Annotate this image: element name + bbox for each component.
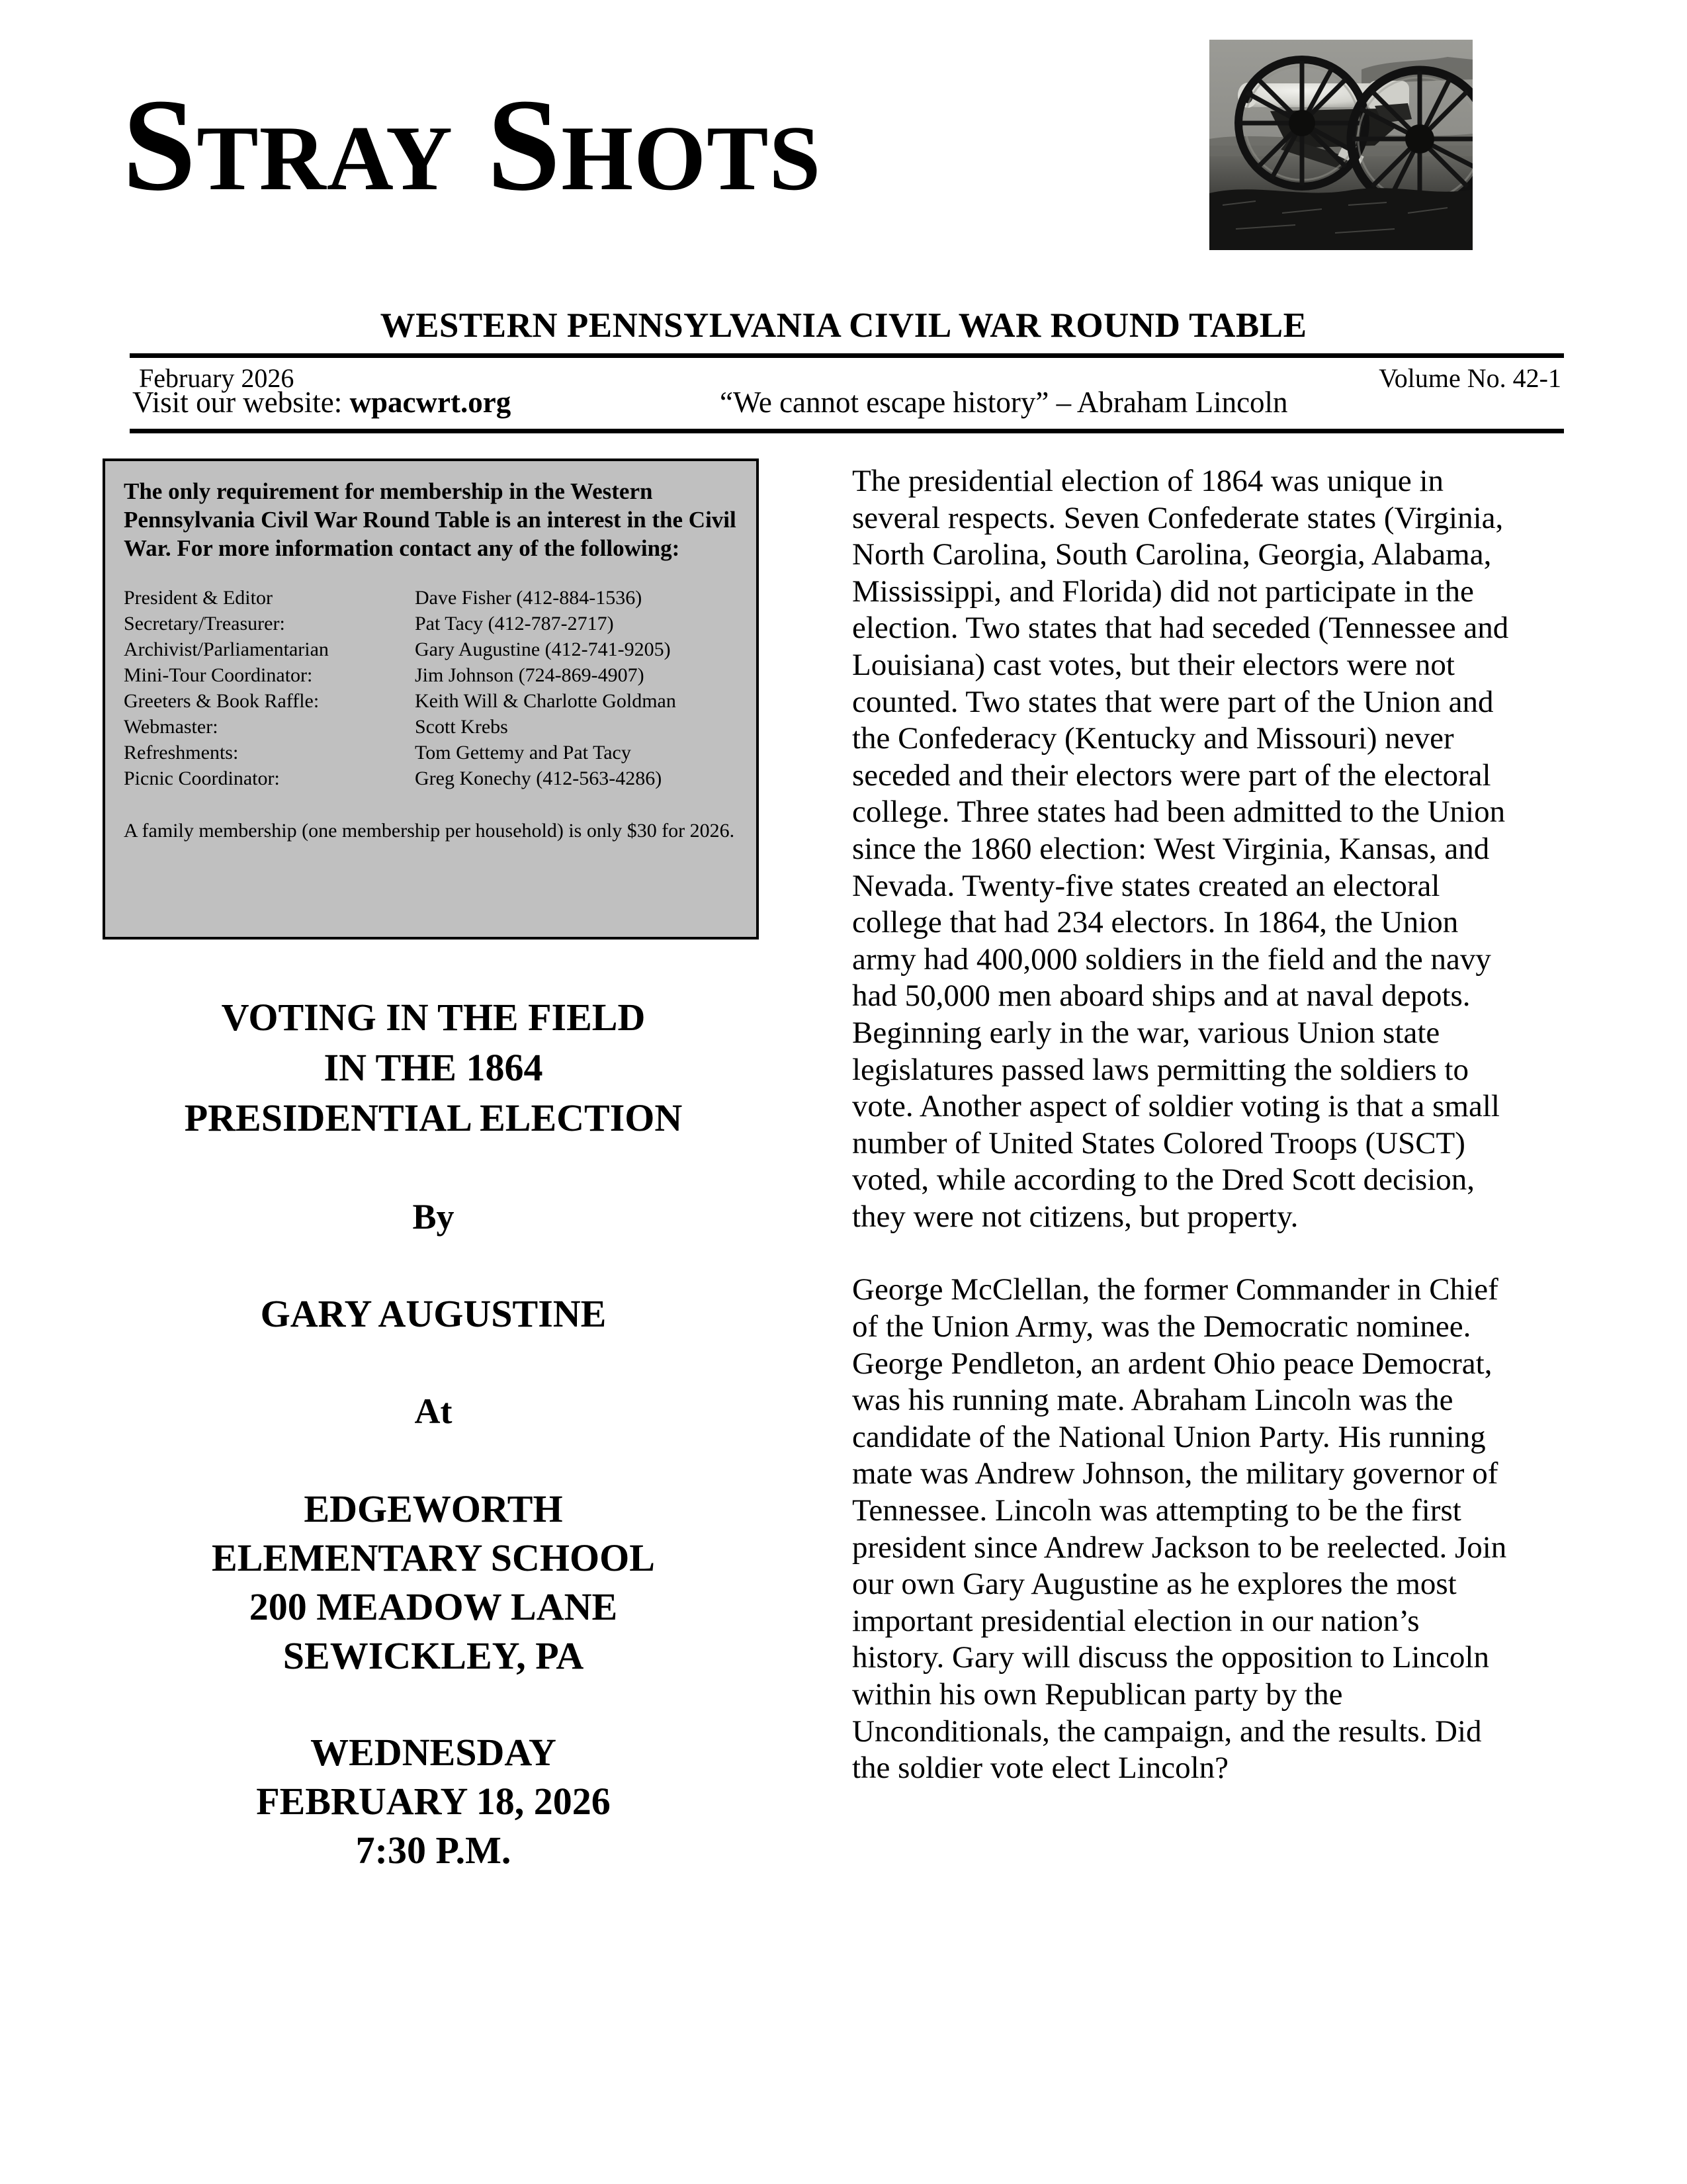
speaker-name: GARY AUGUSTINE [260,1292,607,1335]
article-column [852,463,1514,1823]
tagline-row [130,385,1564,425]
officer-person: Pat Tacy (412-787-2717) [415,613,614,634]
left-column [103,459,764,939]
venue-city-state: SEWICKLEY, PA [282,1634,584,1677]
officer-role: Greeters & Book Raffle: [124,690,320,712]
header-rule-bottom [130,429,1564,433]
website-url[interactable]: wpacwrt.org [349,386,511,419]
officer-person: Gary Augustine (412-741-9205) [415,638,671,660]
issue-date: February 2026 [139,363,294,393]
program-announcement [103,992,764,1875]
officer-row [124,662,738,688]
article-paragraph-1: The presidential election of 1864 was unique in several respects. Seven Confederate states (Virginia, North Carolina, South Carolina, Georgia, Alabama, Mississippi, and Florida) did not participate in the election. Two states that had seceded (Tennessee and Louisiana) cast votes, but their electors were not counted. Two states that were part of the Union and the Confederacy (Kentucky and Missouri) never seceded and their electors were part of the electoral college. Three states had been admitted to the Union since the 1860 election: West Virginia, Kansas, and Nevada. Twenty-five states created an electoral college that had 234 electors. In 1864, the Union army had 400,000 soldiers in the field and the navy had 50,000 men aboard ships and at naval depots. Beginning early in the war, various Union state legislatures passed laws permitting the soldiers to vote. Another aspect of soldier voting is that a small number of United States Colored Troops (USCT) voted, while according to the Dred Scott decision, they were not citizens, but property. [852,464,1509,1234]
program-title-line2: IN THE 1864 [324,1046,543,1089]
program-title-line1: VOTING IN THE FIELD [221,996,646,1039]
officer-person: Keith Will & Charlotte Goldman [415,690,676,712]
membership-info-box [103,459,759,939]
officer-role: Mini-Tour Coordinator: [124,664,313,686]
at-label: At [414,1391,453,1431]
officer-row [124,765,738,791]
officer-row [124,585,738,611]
officer-person: Dave Fisher (412-884-1536) [415,587,642,609]
meeting-date: FEBRUARY 18, 2026 [256,1780,611,1823]
article-paragraph-2: George McClellan, the former Commander in Chief of the Union Army, was the Democratic nominee. George Pendleton, an ardent Ohio peace Democrat, was his running mate. Abraham Lincoln was the candidate of the National Union Party. His running mate was Andrew Johnson, the military governor of Tennessee. Lincoln was attempting to be the first president since Andrew Jackson to be reelected. Join our own Gary Augustine as he explores the most important presidential election in our nation’s history. Gary will discuss the opposition to Lincoln within his own Republican party by the Unconditionals, the campaign, and the results. Did the soldier vote elect Lincoln? [852,1272,1507,1786]
officer-row [124,636,738,662]
membership-requirement-text: The only requirement for membership in the Western Pennsylvania Civil War Round Table is an interest in the Civil War. For more information contact any of the following: [124,478,736,561]
spacer [103,1239,764,1290]
officer-row [124,714,738,740]
organization-name: WESTERN PENNSYLVANIA CIVIL WAR ROUND TABLE [380,306,1307,345]
volume-number: Volume No. 42-1 [1379,363,1561,393]
newsletter-title: Stray Shots [122,72,822,218]
officer-person: Greg Konechy (412-563-4286) [415,767,662,789]
officer-row [124,688,738,714]
header-rule-top [130,353,1564,358]
officer-role: President & Editor [124,587,273,609]
spacer [103,1338,764,1389]
officer-person: Jim Johnson (724-869-4907) [415,664,644,686]
spacer [103,1143,764,1195]
meeting-day: WEDNESDAY [310,1731,556,1774]
officer-row [124,740,738,765]
website-line[interactable] [132,385,511,419]
lincoln-quote: “We cannot escape history” – Abraham Lincoln [720,386,1288,419]
spacer [103,1681,764,1728]
venue-address: 200 MEADOW LANE [249,1585,618,1628]
by-label: By [412,1197,454,1237]
officer-person: Scott Krebs [415,716,508,738]
venue-line2: ELEMENTARY SCHOOL [212,1536,655,1579]
officer-role: Picnic Coordinator: [124,767,280,789]
program-title-line3: PRESIDENTIAL ELECTION [184,1096,683,1139]
website-label: Visit our website: [132,386,350,419]
officer-role: Secretary/Treasurer: [124,613,285,634]
venue-line1: EDGEWORTH [304,1487,563,1530]
civil-war-cannon-photo [1209,40,1473,250]
officer-row [124,611,738,636]
spacer [103,1433,764,1485]
membership-dues-text: A family membership (one membership per household) is only $30 for 2026. [124,820,735,842]
meeting-time: 7:30 P.M. [355,1829,511,1872]
officer-list [124,585,738,791]
officer-person: Tom Gettemy and Pat Tacy [415,742,631,764]
officer-role: Archivist/Parliamentarian [124,638,329,660]
officer-role: Refreshments: [124,742,239,764]
masthead [0,0,1687,291]
officer-role: Webmaster: [124,716,218,738]
